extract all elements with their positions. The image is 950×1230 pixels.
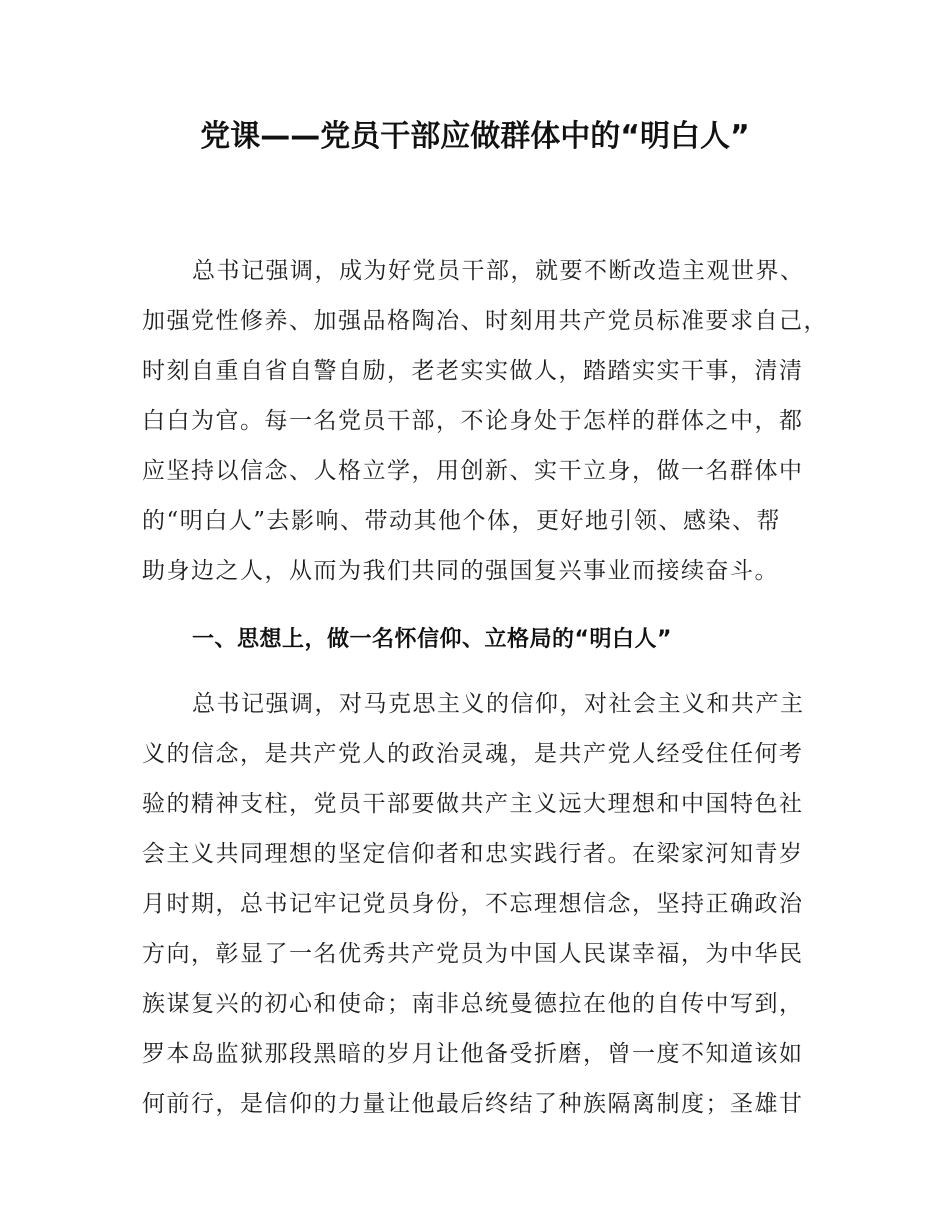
paragraph-line: 白白为官。每一名党员干部，不论身处于怎样的群体之中，都 <box>142 408 804 434</box>
document-title: 党课——党员干部应做群体中的“明白人” <box>200 119 750 154</box>
paragraph-line: 时刻自重自省自警自励，老老实实做人，踏踏实实干事，清清 <box>142 358 804 384</box>
paragraph-line: 月时期，总书记牢记党员身份，不忘理想信念，坚持正确政治 <box>142 891 804 917</box>
paragraph-line: 验的精神支柱，党员干部要做共产主义远大理想和中国特色社 <box>142 791 804 817</box>
paragraph-line: 加强党性修养、加强品格陶冶、时刻用共产党员标准要求自己， <box>142 308 828 334</box>
paragraph-section1 <box>142 679 832 1129</box>
paragraph-line: 的“明白人”去影响、带动其他个体，更好地引领、感染、帮 <box>142 508 782 534</box>
paragraph-line: 何前行，是信仰的力量让他最后终结了种族隔离制度；圣雄甘 <box>142 1091 804 1117</box>
paragraph-line: 方向，彰显了一名优秀共产党员为中国人民谋幸福，为中华民 <box>142 941 804 967</box>
paragraph-line: 族谋复兴的初心和使命；南非总统曼德拉在他的自传中写到， <box>142 991 804 1017</box>
paragraph-line: 罗本岛监狱那段黑暗的岁月让他备受折磨，曾一度不知道该如 <box>142 1041 804 1067</box>
paragraph-intro <box>142 246 832 596</box>
paragraph-line: 总书记强调，成为好党员干部，就要不断改造主观世界、 <box>192 258 805 284</box>
section-heading: 一、思想上，做一名怀信仰、立格局的“明白人” <box>192 627 672 652</box>
paragraph-line: 会主义共同理想的坚定信仰者和忠实践行者。在梁家河知青岁 <box>142 841 804 867</box>
paragraph-line: 助身边之人，从而为我们共同的强国复兴事业而接续奋斗。 <box>142 558 779 584</box>
paragraph-line: 总书记强调，对马克思主义的信仰，对社会主义和共产主 <box>192 691 805 717</box>
paragraph-line: 应坚持以信念、人格立学，用创新、实干立身，做一名群体中 <box>142 458 804 484</box>
paragraph-line: 义的信念，是共产党人的政治灵魂，是共产党人经受住任何考 <box>142 741 804 767</box>
